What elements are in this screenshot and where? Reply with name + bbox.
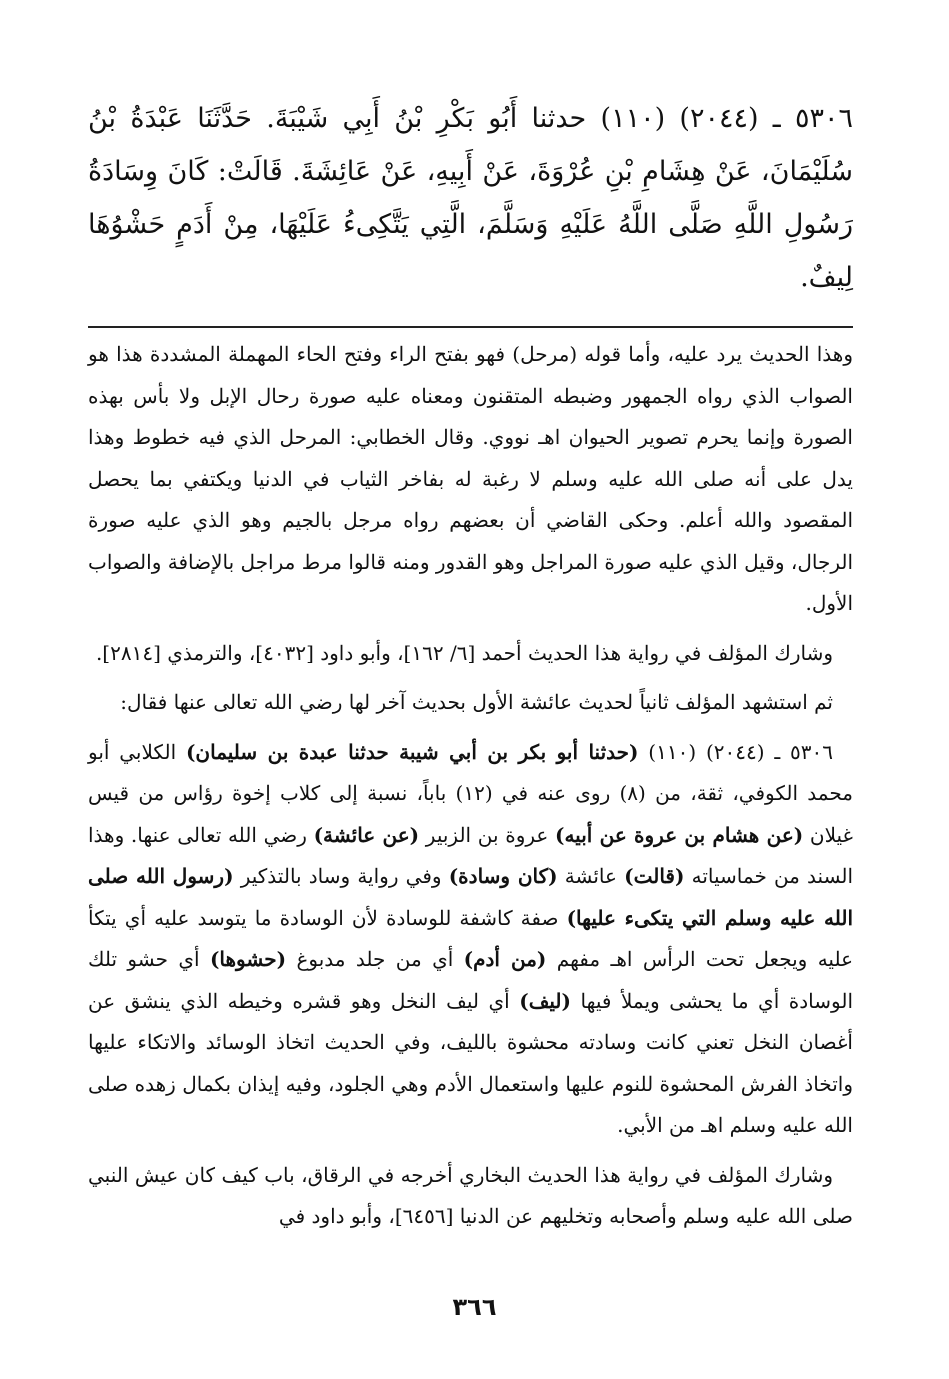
explanation-3: رضي الله تعالى عنها. وهذا السند من خماسياته [88, 822, 854, 888]
quote-matn-4: (من أدم) [463, 947, 547, 971]
commentary-paragraph-4 [88, 732, 853, 1147]
explanation-9: أي ليف النخل وهو قشره وخيطه الذي ينشق عن أغصان النخل تعني كانت وسادته محشوة بالليف، وفي الحديث اتخاذ الوسائد والاتكاء عليها واتخاذ الفرش المحشوة للنوم عليها واستعمال الأدم وهي الجلود، وفيه إيذان بكمال زهده صلى الله عليه وسلم اهـ من الأبي. [88, 988, 853, 1137]
explanation-4: عائشة [564, 864, 617, 888]
quote-matn-1: (قالت) [624, 864, 685, 888]
explanation-1: الكلابي أبو محمد الكوفي، ثقة، من (٨) روى عنه في (١٢) باباً، نسبة إلى كلاب إخوة رؤاس من قيس غيلان [88, 739, 854, 847]
commentary-paragraph-2: وشارك المؤلف في رواية هذا الحديث أحمد [٦/ ١٦٢]، وأبو داود [٤٠٣٢]، والترمذي [٢٨١٤]. [95, 640, 833, 665]
commentary-paragraph-1: وهذا الحديث يرد عليه، وأما قوله (مرحل) فهو بفتح الراء وفتح الحاء المهملة المشددة هذا هو الصواب الذي رواه الجمهور وضبطه المتقنون ومعناه عليه صورة رحال الإبل ولا بأس بهذه الصورة وإنما يحرم تصوير الحيوان اهـ نووي. وقال الخطابي: المرحل الذي فيه خطوط وهذا يدل على أنه صلى الله عليه وسلم لا رغبة له بفاخر الثياب في الدنيا ويكتفي بما يحصل المقصود والله أعلم. وحكى القاضي أن بعضهم رواه مرجل بالجيم وهو الذي عليه صورة الرجال، وقيل الذي عليه صورة المراجل وهو القدور ومنه قالوا مرط مراجل بالإضافة والصواب الأول. [88, 342, 853, 615]
explanation-5: وفي رواية وساد بالتذكير [240, 864, 442, 888]
commentary [88, 334, 853, 1238]
hadith-ref-number: ٥٣٠٦ ـ (٢٠٤٤) (١١٠) [648, 739, 833, 764]
explanation-8: أي حشو تلك الوسادة أي ما يحشى ويملأ فيها [88, 947, 854, 1013]
hadith-number: ٥٣٠٦ ـ (٢٠٤٤) (١١٠) [600, 103, 853, 134]
quote-matn-3: (رسول الله صلى الله عليه وسلم التي يتكىء عليها) [88, 864, 854, 930]
quote-isnad-1: (حدثنا أبو بكر بن أبي شيبة حدثنا عبدة بن سليمان) [185, 739, 639, 764]
quote-isnad-2: (عن هشام بن عروة عن أبيه) [555, 822, 804, 847]
quote-matn-2: (كان وسادة) [448, 864, 558, 888]
commentary-paragraph-5: وشارك المؤلف في رواية هذا الحديث البخاري أخرجه في الرقاق، باب كيف كان عيش النبي صلى الله عليه وسلم وأصحابه وتخليهم عن الدنيا [٦٤٥٦]، وأبو داود في [88, 1162, 853, 1228]
quote-isnad-3: (عن عائشة) [313, 822, 420, 847]
commentary-paragraph-3: ثم استشهد المؤلف ثانياً لحديث عائشة الأول بحديث آخر لها رضي الله تعالى عنها فقال: [120, 690, 833, 714]
page-body [88, 92, 853, 1246]
hadith-matn: حدثنا أَبُو بَكْرِ بْنُ أَبِي شَيْبَةَ. حَدَّثَنَا عَبْدَةُ بْنُ سُلَيْمَانَ، عَنْ هِشَامِ بْنِ عُرْوَةَ، عَنْ أَبِيهِ، عَنْ عَائِشَةَ. قَالَتْ: كَانَ وِسَادَةُ رَسُولِ اللَّهِ صَلَّى اللَّهُ عَلَيْهِ وَسَلَّمَ، الَّتِي يَتَّكِىءُ عَلَيْهَا، مِنْ أَدَمٍ حَشْوُهَا لِيفٌ. [88, 103, 853, 293]
hadith-text [88, 92, 853, 304]
footnote-divider [88, 326, 853, 328]
quote-matn-5: (حشوها) [209, 947, 287, 971]
explanation-6: صفة كاشفة للوسادة لأن الوسادة ما يتوسد عليه أي يتكأ عليه ويجعل تحت الرأس اهـ مفهم [88, 905, 854, 971]
quote-matn-6: (ليف) [519, 988, 571, 1013]
explanation-7: أي من جلد مدبوغ [296, 947, 454, 971]
page-number: ٣٦٦ [452, 1293, 497, 1321]
explanation-2: عروة بن الزبير [425, 822, 549, 847]
